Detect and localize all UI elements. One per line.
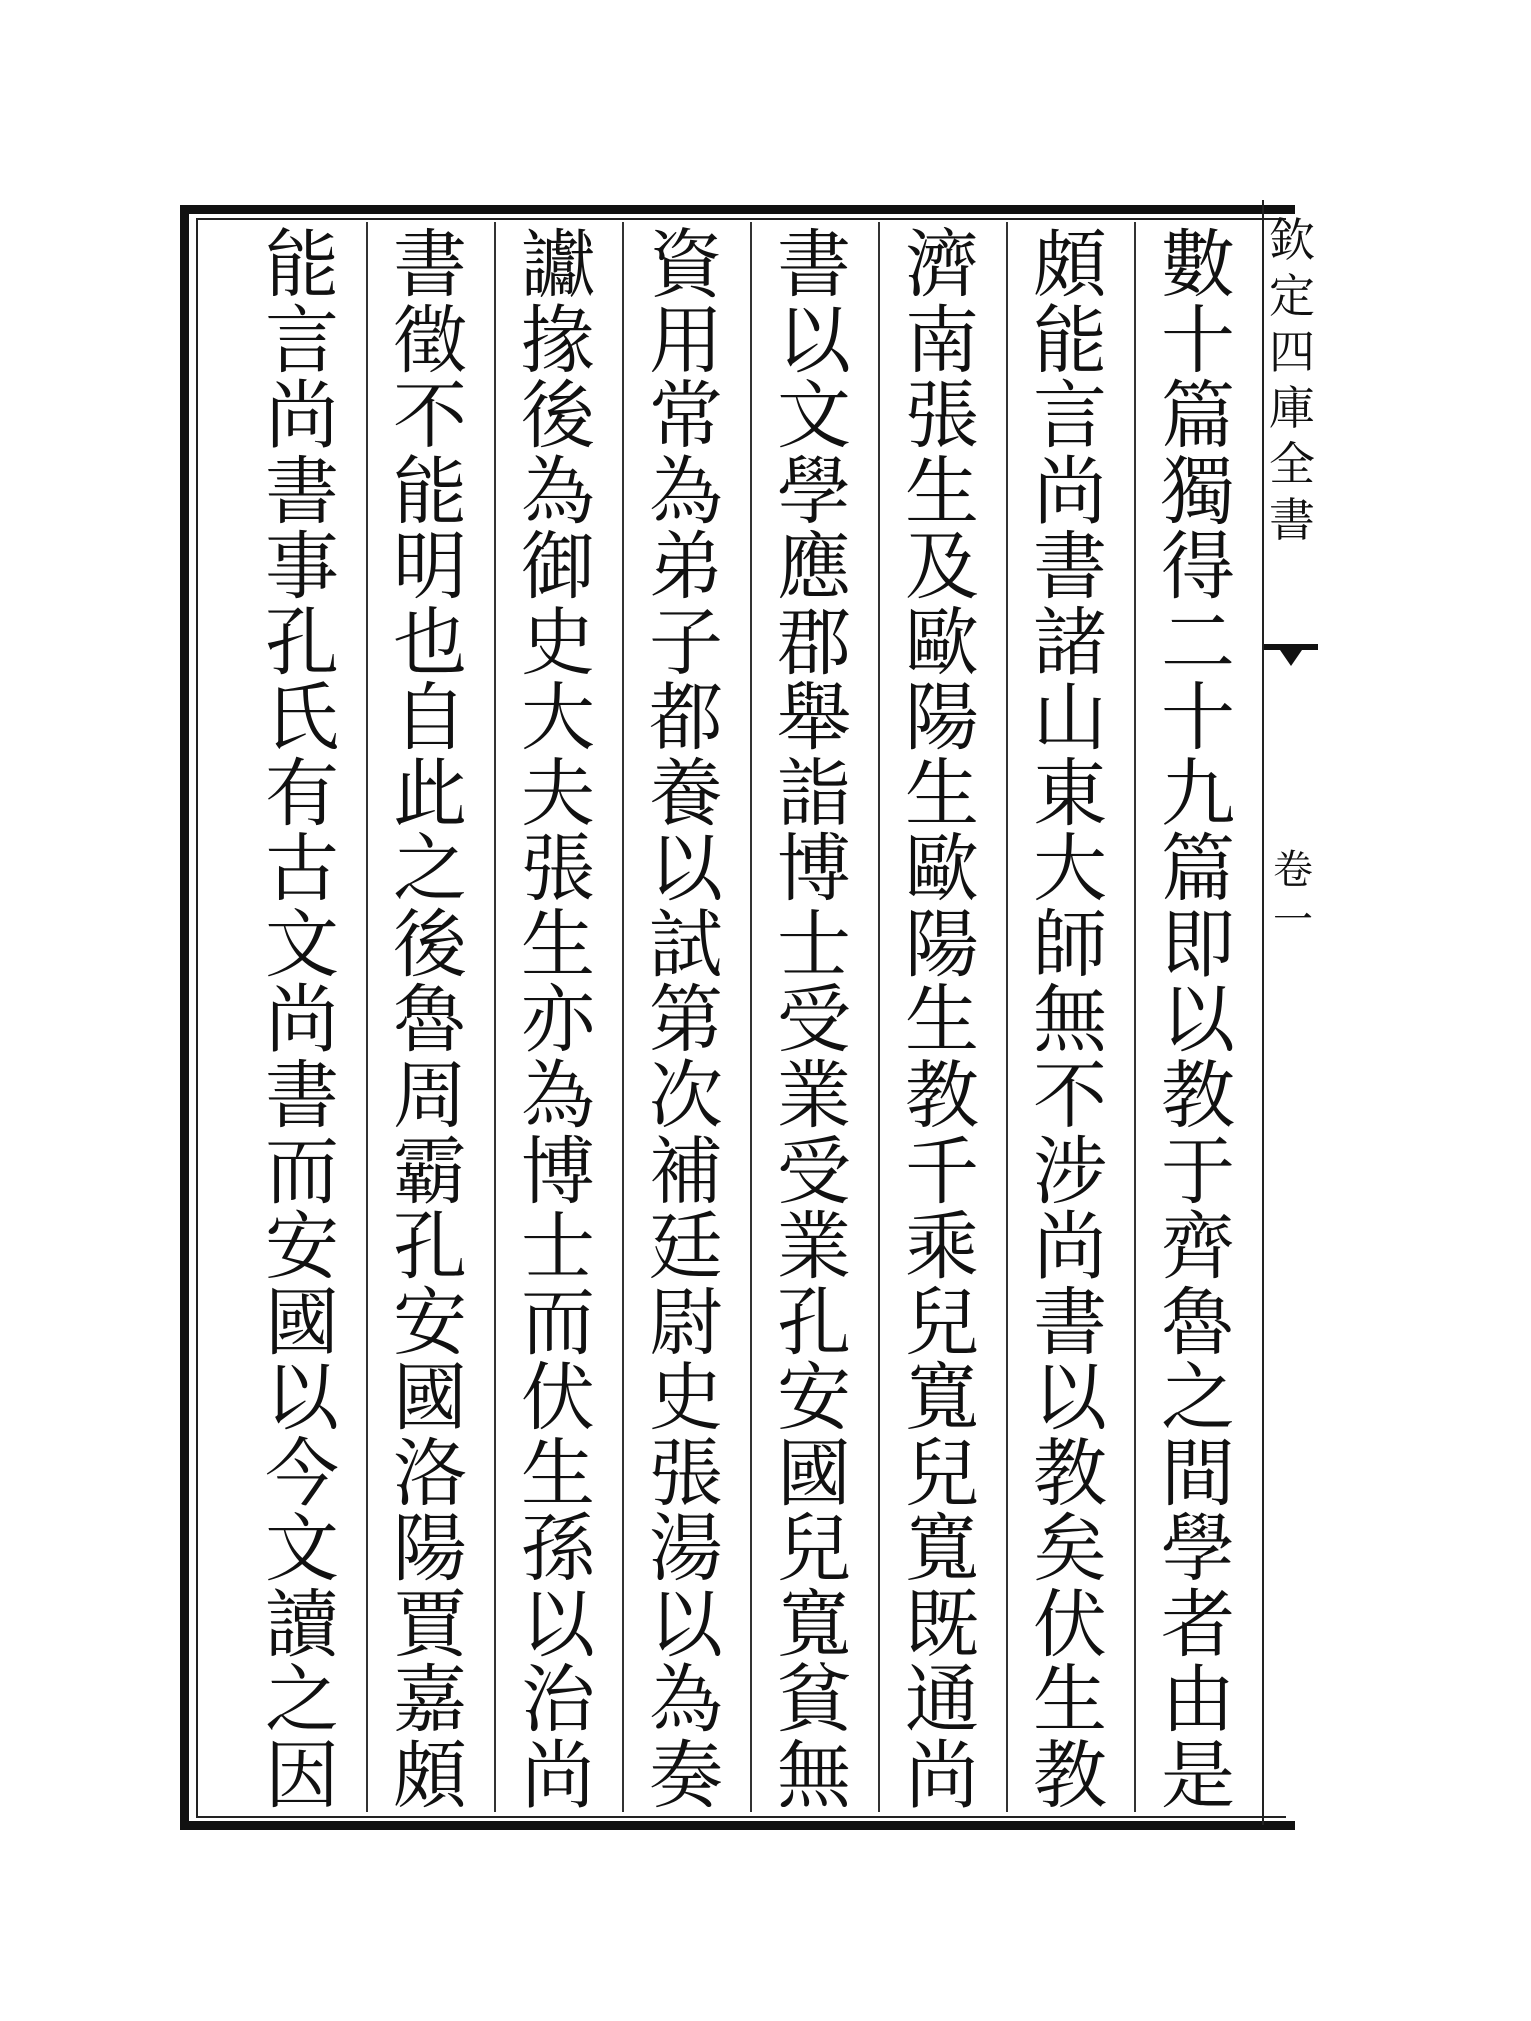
glyph: 國 bbox=[777, 1430, 851, 1517]
glyph: 山 bbox=[1033, 675, 1107, 762]
glyph: 乘 bbox=[905, 1204, 979, 1291]
glyph: 有 bbox=[265, 750, 339, 837]
glyph: 文 bbox=[265, 901, 339, 988]
glyph: 尚 bbox=[1033, 448, 1107, 535]
glyph: 篇 bbox=[1161, 826, 1235, 913]
glyph: 尚 bbox=[265, 373, 339, 460]
glyph: 不 bbox=[1033, 1053, 1107, 1140]
glyph: 廷 bbox=[649, 1204, 723, 1291]
glyph: 第 bbox=[649, 977, 723, 1064]
glyph: 于 bbox=[1161, 1128, 1235, 1215]
glyph: 涉 bbox=[1033, 1128, 1107, 1215]
banner-juan-label bbox=[1268, 845, 1318, 945]
glyph: 士 bbox=[521, 1204, 595, 1291]
fishtail-mark-icon bbox=[1262, 640, 1320, 670]
glyph: 周 bbox=[393, 1053, 467, 1140]
glyph: 業 bbox=[777, 1204, 851, 1291]
glyph: 教 bbox=[905, 1053, 979, 1140]
glyph: 史 bbox=[649, 1355, 723, 1442]
glyph: 治 bbox=[521, 1657, 595, 1744]
text-column bbox=[242, 222, 362, 1819]
glyph: 貧 bbox=[777, 1657, 851, 1744]
column-rule bbox=[878, 222, 880, 1812]
glyph: 頗 bbox=[393, 1732, 467, 1819]
banner-glyph: 書 bbox=[1269, 493, 1315, 547]
glyph: 事 bbox=[265, 524, 339, 611]
glyph: 濟 bbox=[905, 222, 979, 308]
glyph: 掾 bbox=[521, 297, 595, 384]
glyph: 頗 bbox=[1033, 222, 1107, 308]
glyph: 書 bbox=[265, 1053, 339, 1140]
banner-book-title bbox=[1266, 212, 1318, 548]
glyph: 舉 bbox=[777, 675, 851, 762]
glyph: 都 bbox=[649, 675, 723, 762]
glyph: 書 bbox=[1033, 1279, 1107, 1366]
glyph: 御 bbox=[521, 524, 595, 611]
glyph: 生 bbox=[905, 977, 979, 1064]
glyph: 安 bbox=[777, 1355, 851, 1442]
glyph: 教 bbox=[1033, 1430, 1107, 1517]
glyph: 安 bbox=[393, 1279, 467, 1366]
glyph: 教 bbox=[1161, 1053, 1235, 1140]
glyph: 文 bbox=[265, 1506, 339, 1593]
glyph: 洛 bbox=[393, 1430, 467, 1517]
glyph: 歐 bbox=[905, 599, 979, 686]
glyph: 尉 bbox=[649, 1279, 723, 1366]
glyph: 受 bbox=[777, 977, 851, 1064]
banner-glyph: 定 bbox=[1269, 269, 1315, 323]
glyph: 陽 bbox=[905, 901, 979, 988]
glyph: 夫 bbox=[521, 750, 595, 837]
glyph: 尚 bbox=[1033, 1204, 1107, 1291]
glyph: 即 bbox=[1161, 901, 1235, 988]
glyph: 由 bbox=[1161, 1657, 1235, 1744]
glyph: 千 bbox=[905, 1128, 979, 1215]
column-rule bbox=[622, 222, 624, 1812]
glyph: 尚 bbox=[905, 1732, 979, 1819]
glyph: 次 bbox=[649, 1053, 723, 1140]
glyph: 能 bbox=[393, 448, 467, 535]
glyph: 常 bbox=[649, 373, 723, 460]
glyph: 而 bbox=[265, 1128, 339, 1215]
glyph: 古 bbox=[265, 826, 339, 913]
juan-glyph: 一 bbox=[1273, 897, 1313, 943]
glyph: 徵 bbox=[393, 297, 467, 384]
glyph: 今 bbox=[265, 1430, 339, 1517]
glyph: 教 bbox=[1033, 1732, 1107, 1819]
glyph: 奏 bbox=[649, 1732, 723, 1819]
glyph: 歐 bbox=[905, 826, 979, 913]
glyph: 霸 bbox=[393, 1128, 467, 1215]
glyph: 也 bbox=[393, 599, 467, 686]
glyph: 十 bbox=[1161, 675, 1235, 762]
glyph: 二 bbox=[1161, 599, 1235, 686]
glyph: 言 bbox=[1033, 373, 1107, 460]
glyph: 得 bbox=[1161, 524, 1235, 611]
glyph: 郡 bbox=[777, 599, 851, 686]
glyph: 補 bbox=[649, 1128, 723, 1215]
glyph: 以 bbox=[521, 1581, 595, 1668]
glyph: 張 bbox=[905, 373, 979, 460]
glyph: 學 bbox=[777, 448, 851, 535]
glyph: 孫 bbox=[521, 1506, 595, 1593]
glyph: 賈 bbox=[393, 1581, 467, 1668]
glyph: 南 bbox=[905, 297, 979, 384]
glyph: 之 bbox=[393, 826, 467, 913]
glyph: 國 bbox=[393, 1355, 467, 1442]
glyph: 受 bbox=[777, 1128, 851, 1215]
text-column bbox=[1010, 222, 1130, 1819]
glyph: 資 bbox=[649, 222, 723, 308]
banner-glyph: 全 bbox=[1269, 437, 1315, 491]
glyph: 無 bbox=[1033, 977, 1107, 1064]
glyph: 自 bbox=[393, 675, 467, 762]
glyph: 兒 bbox=[905, 1279, 979, 1366]
glyph: 寬 bbox=[777, 1581, 851, 1668]
glyph: 數 bbox=[1161, 222, 1235, 308]
glyph: 不 bbox=[393, 373, 467, 460]
glyph: 因 bbox=[265, 1732, 339, 1819]
glyph: 伏 bbox=[1033, 1581, 1107, 1668]
glyph: 尚 bbox=[265, 977, 339, 1064]
glyph: 生 bbox=[905, 750, 979, 837]
text-column bbox=[498, 222, 618, 1819]
glyph: 矣 bbox=[1033, 1506, 1107, 1593]
glyph: 間 bbox=[1161, 1430, 1235, 1517]
glyph: 生 bbox=[521, 1430, 595, 1517]
glyph: 嘉 bbox=[393, 1657, 467, 1744]
glyph: 博 bbox=[777, 826, 851, 913]
glyph: 以 bbox=[777, 297, 851, 384]
glyph: 寬 bbox=[905, 1355, 979, 1442]
glyph: 後 bbox=[521, 373, 595, 460]
banner-divider bbox=[1262, 200, 1264, 1825]
glyph: 能 bbox=[265, 222, 339, 308]
glyph: 魯 bbox=[1161, 1279, 1235, 1366]
glyph: 之 bbox=[265, 1657, 339, 1744]
glyph: 尚 bbox=[521, 1732, 595, 1819]
glyph: 業 bbox=[777, 1053, 851, 1140]
glyph: 能 bbox=[1033, 297, 1107, 384]
glyph: 書 bbox=[265, 448, 339, 535]
glyph: 而 bbox=[521, 1279, 595, 1366]
glyph: 及 bbox=[905, 524, 979, 611]
glyph: 氏 bbox=[265, 675, 339, 762]
glyph: 此 bbox=[393, 750, 467, 837]
text-column bbox=[754, 222, 874, 1819]
glyph: 士 bbox=[777, 901, 851, 988]
glyph: 子 bbox=[649, 599, 723, 686]
glyph: 應 bbox=[777, 524, 851, 611]
glyph: 書 bbox=[1033, 524, 1107, 611]
glyph: 亦 bbox=[521, 977, 595, 1064]
glyph: 是 bbox=[1161, 1732, 1235, 1819]
glyph: 九 bbox=[1161, 750, 1235, 837]
glyph: 為 bbox=[649, 1657, 723, 1744]
glyph: 生 bbox=[905, 448, 979, 535]
glyph: 用 bbox=[649, 297, 723, 384]
glyph: 明 bbox=[393, 524, 467, 611]
glyph: 書 bbox=[777, 222, 851, 308]
glyph: 為 bbox=[521, 1053, 595, 1140]
column-rule bbox=[750, 222, 752, 1812]
juan-glyph: 卷 bbox=[1273, 847, 1313, 893]
glyph: 書 bbox=[393, 222, 467, 308]
glyph: 為 bbox=[521, 448, 595, 535]
glyph: 孔 bbox=[777, 1279, 851, 1366]
glyph: 魯 bbox=[393, 977, 467, 1064]
glyph: 伏 bbox=[521, 1355, 595, 1442]
text-column bbox=[1138, 222, 1258, 1819]
column-rule bbox=[494, 222, 496, 1812]
glyph: 國 bbox=[265, 1279, 339, 1366]
glyph: 以 bbox=[649, 826, 723, 913]
banner-glyph: 四 bbox=[1269, 325, 1315, 379]
glyph: 兒 bbox=[777, 1506, 851, 1593]
glyph: 湯 bbox=[649, 1506, 723, 1593]
glyph: 通 bbox=[905, 1657, 979, 1744]
glyph: 既 bbox=[905, 1581, 979, 1668]
glyph: 生 bbox=[1033, 1657, 1107, 1744]
glyph: 以 bbox=[1033, 1355, 1107, 1442]
text-column bbox=[370, 222, 490, 1819]
glyph: 為 bbox=[649, 448, 723, 535]
glyph: 大 bbox=[1033, 826, 1107, 913]
glyph: 十 bbox=[1161, 297, 1235, 384]
glyph: 東 bbox=[1033, 750, 1107, 837]
banner-glyph: 欽 bbox=[1269, 213, 1315, 267]
column-rule bbox=[1134, 222, 1136, 1812]
glyph: 大 bbox=[521, 675, 595, 762]
column-rule bbox=[1006, 222, 1008, 1812]
glyph: 讀 bbox=[265, 1581, 339, 1668]
glyph: 以 bbox=[649, 1581, 723, 1668]
glyph: 寬 bbox=[905, 1506, 979, 1593]
glyph: 篇 bbox=[1161, 373, 1235, 460]
glyph: 張 bbox=[649, 1430, 723, 1517]
glyph: 試 bbox=[649, 901, 723, 988]
glyph: 以 bbox=[1161, 977, 1235, 1064]
glyph: 博 bbox=[521, 1128, 595, 1215]
glyph: 陽 bbox=[905, 675, 979, 762]
glyph: 之 bbox=[1161, 1355, 1235, 1442]
glyph: 諸 bbox=[1033, 599, 1107, 686]
glyph: 以 bbox=[265, 1355, 339, 1442]
glyph: 齊 bbox=[1161, 1204, 1235, 1291]
glyph: 師 bbox=[1033, 901, 1107, 988]
glyph: 兒 bbox=[905, 1430, 979, 1517]
glyph: 孔 bbox=[265, 599, 339, 686]
glyph: 陽 bbox=[393, 1506, 467, 1593]
glyph: 張 bbox=[521, 826, 595, 913]
glyph: 無 bbox=[777, 1732, 851, 1819]
glyph: 讞 bbox=[521, 222, 595, 308]
glyph: 弟 bbox=[649, 524, 723, 611]
glyph: 生 bbox=[521, 901, 595, 988]
column-rule bbox=[366, 222, 368, 1812]
glyph: 養 bbox=[649, 750, 723, 837]
glyph: 者 bbox=[1161, 1581, 1235, 1668]
glyph: 詣 bbox=[777, 750, 851, 837]
banner-glyph: 庫 bbox=[1269, 381, 1315, 435]
glyph: 學 bbox=[1161, 1506, 1235, 1593]
text-column bbox=[626, 222, 746, 1819]
glyph: 言 bbox=[265, 297, 339, 384]
glyph: 獨 bbox=[1161, 448, 1235, 535]
glyph: 史 bbox=[521, 599, 595, 686]
text-column bbox=[882, 222, 1002, 1819]
glyph: 安 bbox=[265, 1204, 339, 1291]
glyph: 文 bbox=[777, 373, 851, 460]
glyph: 後 bbox=[393, 901, 467, 988]
glyph: 孔 bbox=[393, 1204, 467, 1291]
